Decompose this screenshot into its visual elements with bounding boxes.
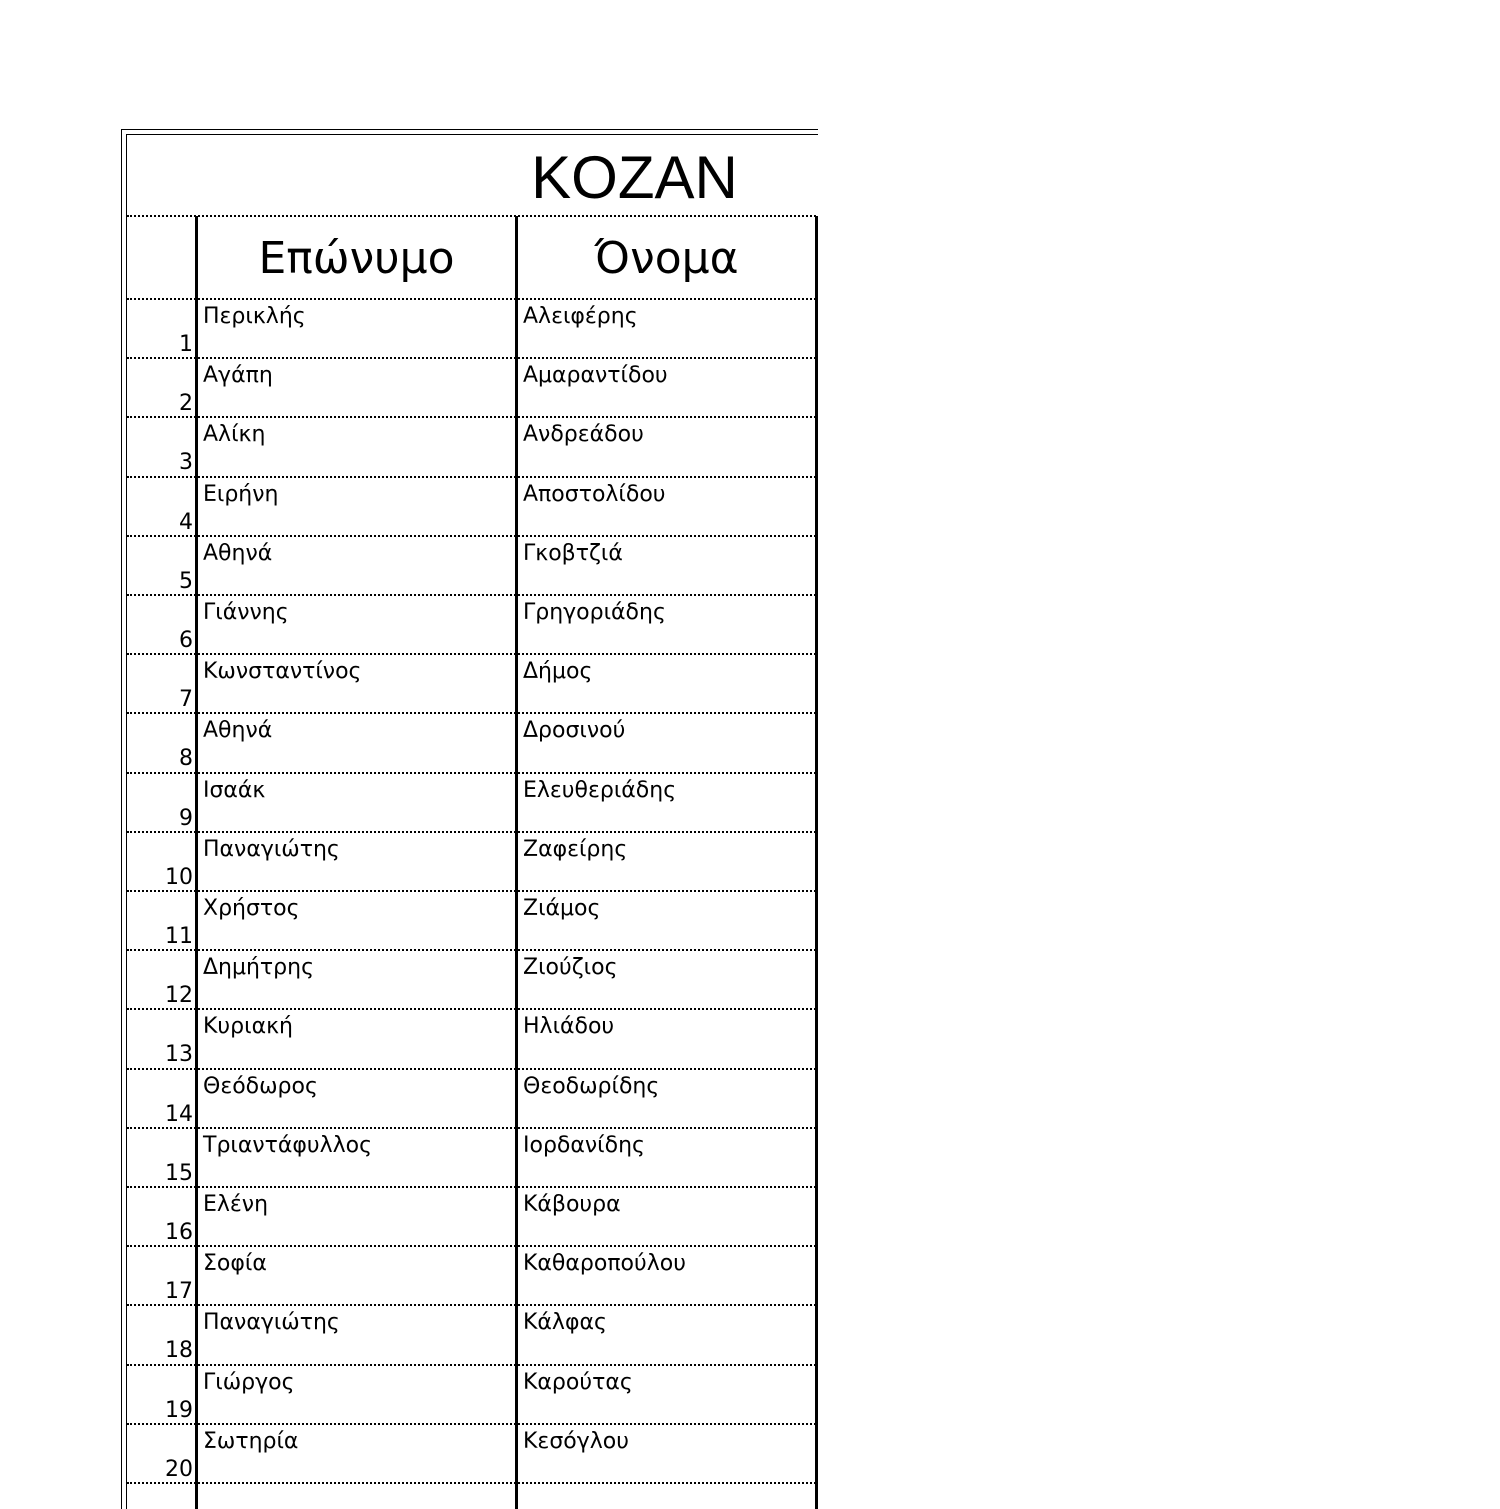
cell-name: Ζιάμος xyxy=(523,896,601,921)
row-number: 11 xyxy=(165,924,193,949)
cell-surname: Κωνσταντίνος xyxy=(203,659,362,685)
header-separator xyxy=(127,298,818,300)
table-row xyxy=(121,714,818,773)
cell-surname: Τριαντάφυλλος xyxy=(203,1132,373,1158)
row-number: 4 xyxy=(179,509,193,535)
table-row xyxy=(121,1010,818,1069)
table-row xyxy=(121,951,818,1010)
row-number: 17 xyxy=(165,1279,193,1305)
row-separator xyxy=(127,1186,818,1188)
table-row xyxy=(121,1070,818,1129)
cell-name: Κεσόγλου xyxy=(523,1428,629,1454)
table-row xyxy=(121,1129,818,1188)
row-separator xyxy=(127,1364,818,1366)
spreadsheet-page xyxy=(121,129,818,1509)
row-separator xyxy=(127,1068,818,1070)
row-number: 5 xyxy=(179,568,193,594)
cell-surname: Παναγιώτης xyxy=(203,836,340,862)
cell-surname: Ελένη xyxy=(203,1192,269,1217)
row-number: 18 xyxy=(165,1338,193,1364)
table-row xyxy=(121,833,818,892)
row-number: 13 xyxy=(165,1042,193,1068)
table-row xyxy=(121,300,818,359)
row-separator xyxy=(127,712,818,714)
table-row xyxy=(121,478,818,537)
row-separator xyxy=(127,357,818,359)
cell-surname: Χρήστος xyxy=(203,896,300,921)
row-number: 20 xyxy=(165,1456,193,1482)
row-number: 16 xyxy=(165,1220,193,1245)
column-divider-number xyxy=(195,216,198,1509)
row-separator xyxy=(127,653,818,655)
table-row xyxy=(121,596,818,655)
row-number: 12 xyxy=(165,983,193,1009)
row-separator xyxy=(127,949,818,951)
header-surname: Επώνυμο xyxy=(258,233,455,284)
cell-name: Καθαροπούλου xyxy=(523,1251,686,1277)
row-number: 2 xyxy=(179,391,193,417)
row-separator xyxy=(127,1304,818,1306)
cell-surname: Παναγιώτης xyxy=(203,1310,340,1336)
cell-name: Ιορδανίδης xyxy=(523,1132,645,1158)
cell-surname: Ειρήνη xyxy=(203,481,279,507)
table-row xyxy=(121,418,818,477)
table-row xyxy=(121,1188,818,1247)
cell-surname: Θεόδωρος xyxy=(203,1073,318,1099)
row-separator xyxy=(127,1127,818,1129)
cell-surname: Αθηνά xyxy=(203,718,273,744)
header-name: Όνομα xyxy=(594,233,739,284)
row-number: 10 xyxy=(165,864,193,890)
row-number: 3 xyxy=(179,450,193,476)
cell-name: Γκοβτζιά xyxy=(523,540,623,566)
table-row xyxy=(121,1247,818,1306)
cell-name: Ανδρεάδου xyxy=(523,422,644,448)
cell-surname: Δημήτρης xyxy=(203,955,314,981)
cell-name: Γρηγοριάδης xyxy=(523,600,666,625)
row-number: 7 xyxy=(179,687,193,713)
table-row xyxy=(121,892,818,951)
table-row xyxy=(121,359,818,418)
row-number: 1 xyxy=(179,332,193,357)
cell-surname: Ισαάκ xyxy=(203,777,266,803)
row-number: 19 xyxy=(165,1397,193,1423)
cell-name: Ζιούζιος xyxy=(523,955,618,981)
row-separator xyxy=(127,416,818,418)
row-separator xyxy=(127,890,818,892)
cell-name: Αμαραντίδου xyxy=(523,363,668,389)
cell-name: Καρούτας xyxy=(523,1369,633,1395)
cell-surname: Κυριακή xyxy=(203,1014,293,1040)
cell-surname: Γιάννης xyxy=(203,600,289,625)
row-separator xyxy=(127,535,818,537)
table-row xyxy=(121,774,818,833)
row-number: 9 xyxy=(179,805,193,831)
cell-surname: Σοφία xyxy=(203,1251,267,1277)
column-divider-name xyxy=(815,216,818,1509)
table-row xyxy=(121,1306,818,1365)
cell-name: Θεοδωρίδης xyxy=(523,1073,660,1099)
table-row xyxy=(121,1366,818,1425)
row-separator xyxy=(127,476,818,478)
cell-name: Κάλφας xyxy=(523,1310,607,1336)
cell-name: Δήμος xyxy=(523,659,593,685)
row-separator xyxy=(127,1008,818,1010)
cell-surname: Περικλής xyxy=(203,304,306,329)
row-number: 15 xyxy=(165,1160,193,1186)
cell-surname: Σωτηρία xyxy=(203,1428,299,1454)
cell-name: Κάβουρα xyxy=(523,1192,621,1217)
title-separator xyxy=(127,215,818,217)
cell-surname: Αγάπη xyxy=(203,363,273,389)
cell-name: Δροσινού xyxy=(523,718,626,744)
column-divider-surname xyxy=(515,216,518,1509)
sheet-title: KOZAN xyxy=(531,144,738,211)
cell-surname: Γιώργος xyxy=(203,1369,295,1395)
cell-name: Ηλιάδου xyxy=(523,1014,615,1040)
row-number: 6 xyxy=(179,628,193,653)
row-separator xyxy=(127,1423,818,1425)
row-number: 14 xyxy=(165,1101,193,1127)
cell-name: Ζαφείρης xyxy=(523,836,628,862)
table-row xyxy=(121,537,818,596)
cell-surname: Αθηνά xyxy=(203,540,273,566)
cell-name: Αλειφέρης xyxy=(523,304,638,329)
cell-name: Ελευθεριάδης xyxy=(523,777,677,803)
row-separator xyxy=(127,594,818,596)
row-separator xyxy=(127,772,818,774)
cell-name: Αποστολίδου xyxy=(523,481,666,507)
row-separator xyxy=(127,1245,818,1247)
row-number: 8 xyxy=(179,746,193,772)
table-row xyxy=(121,655,818,714)
table-row xyxy=(121,1425,818,1484)
row-separator xyxy=(127,1482,818,1484)
row-separator xyxy=(127,831,818,833)
cell-surname: Αλίκη xyxy=(203,422,266,448)
